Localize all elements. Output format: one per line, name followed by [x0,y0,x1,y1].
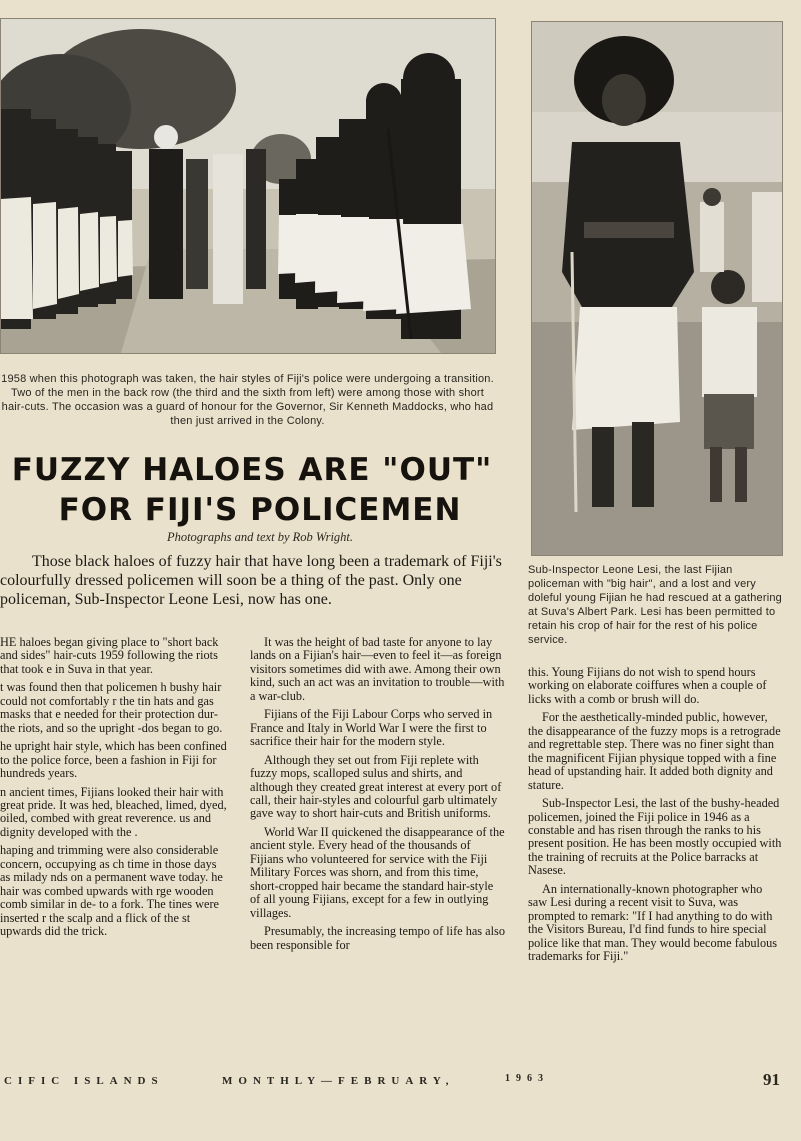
guard-of-honour-caption: 1958 when this photograph was taken, the hair styles of Fiji's police were undergoing a transition. Two of the men in the back row (the third and the sixth from left) were among those with short hair-cuts. The occasion was a guard of honour for the Governor, Sir Kenneth Maddocks, who had then just arrived in the Colony. [1,373,494,427]
guard-of-honour-image [1,19,495,353]
column-paragraph: World War II quickened the disappearance of the ancient style. Every head of the thousands of Fijians who volunteered for service with the Fiji Military Forces was shorn, and from this time, short-cropped hair became the standard hair-style of all young Fijians, except for a few in outlying villages. [250,824,505,920]
column-paragraph: An internationally-known photographer who saw Lesi during a recent visit to Suva, was prompted to remark: "If I had anything to do with the Visitors Bureau, I'd find funds to hire special police like that man. They would become fabulous trademarks for Fiji." [528,881,778,964]
column-paragraph: Fijians of the Fiji Labour Corps who served in France and Italy in World War I were the first to sacrifice their hair for the modern style. [250,707,493,749]
article-column-1 [0,636,228,944]
column-paragraph: this. Young Fijians do not wish to spend hours working on elaborate coiffures when a couple of licks with a comb or brush will do. [528,665,767,706]
issue-year: 1963 [505,1073,549,1084]
guard-of-honour-photo [0,18,496,354]
page-number: 91 [763,1070,780,1089]
article-column-2 [250,636,505,957]
journal-name: CIFIC ISLANDS [4,1075,164,1087]
headline-line-2: FOR FIJI'S POLICEMEN [58,492,462,528]
column-paragraph: Sub-Inspector Lesi, the last of the bushy-headed policemen, joined the Fiji police in 1946 as a constable and has risen through the ranks to his present position. He has been mostly occupied with the training of recruits at the Police barracks at Nasese. [528,796,782,878]
column-paragraph: For the aesthetically-minded public, however, the disappearance of the fuzzy mops is a retrograde and regrettable step. There was no finer sight than the magnificent Fijian physique topped with a fine head of upstanding hair. It added both dignity and stature. [528,710,781,792]
headline-line-1: FUZZY HALOES ARE "OUT" [11,452,493,488]
column-paragraph: haping and trimming were also considerable concern, occupying as ch time in those days as milady nds on a permanent wave today. he hair was combed upwards with rge wooden comb similar in de- to a fork. The tines were inserted r the scalp and a flick of the st upwards did the trick. [0,843,223,939]
sub-inspector-photo [531,21,783,556]
intro-paragraph [0,552,505,609]
column-paragraph: It was the height of bad taste for anyone to lay lands on a Fijian's hair—even to feel it—as foreign visitors sometimes did with awe. Among their own kind, such an act was an invitation to trouble—with a war-club. [250,635,505,703]
column-paragraph: he upright hair style, which has been confined to the police force, been a fashion in Fiji for hundreds years. [0,739,227,781]
sub-inspector-image [532,22,782,555]
issue-month: MONTHLY—FEBRUARY, [222,1075,455,1087]
intro-text: Those black haloes of fuzzy hair that have long been a trademark of Fiji's colourfully dressed policemen will soon be a thing of the past. Only one policeman, Sub-Inspector Leone Lesi, now has one. [0,553,502,608]
column-paragraph: Although they set out from Fiji replete with fuzzy mops, scalloped sulus and shirts, and although they created great interest at every port of call, their hair-styles and colourful garb ultimately gave way to short hair-cuts and British uniforms. [250,752,502,821]
column-paragraph: HE haloes began giving place to "short back and sides" hair-cuts 1959 following the riots that took e in Suva in that year. [0,635,219,676]
page-footer [0,1072,780,1092]
column-paragraph: t was found then that policemen h bushy hair could not comfortably r the tin hats and gas masks that e needed for their protection dur- the riots, and so the upright -dos began to go. [0,680,223,735]
column-paragraph: n ancient times, Fijians looked their hair with great pride. It was hed, bleached, limed, dyed, oiled, combed with great reverence. us and dignity developed with the . [0,784,227,839]
sub-inspector-caption: Sub-Inspector Leone Lesi, the last Fijian policeman with "big hair", and a lost and very doleful young Fijian he had rescued at a gathering at Suva's Albert Park. Lesi has been permitted to retain his crop of hair for the rest of his police service. [528,564,783,646]
article-column-3 [528,666,783,969]
byline: Photographs and text by Rob Wright. [166,530,354,544]
column-paragraph: Presumably, the increasing tempo of life has also been responsible for [250,924,505,952]
